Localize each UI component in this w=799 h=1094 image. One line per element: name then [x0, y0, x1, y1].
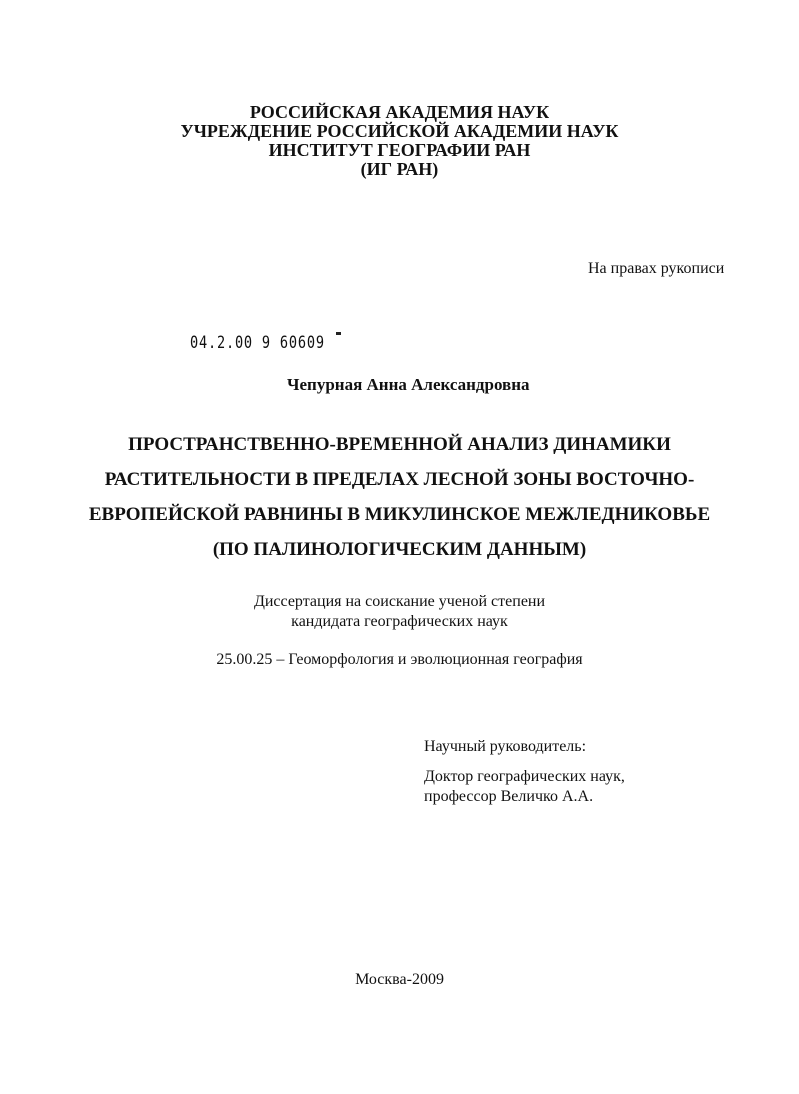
degree-line: кандидата географических наук: [291, 613, 508, 630]
header-line: РОССИЙСКАЯ АКАДЕМИЯ НАУК: [249, 102, 550, 122]
supervisor-line: профессор Величко А.А.: [424, 788, 594, 805]
supervisor-label: Научный руководитель:: [424, 738, 587, 755]
author-name: Чепурная Анна Александровна: [287, 375, 530, 394]
degree-statement: [0, 592, 799, 632]
supervisor-info: [424, 767, 625, 807]
registration-stamp: 04.2.00 9 60609: [190, 333, 325, 353]
header-line: ИНСТИТУТ ГЕОГРАФИИ РАН: [268, 140, 531, 160]
institution-header: [0, 103, 799, 179]
city-year: Москва-2009: [355, 971, 444, 988]
supervisor-line: Доктор географических наук,: [424, 768, 625, 785]
title-line: ЕВРОПЕЙСКОЙ РАВНИНЫ В МИКУЛИНСКОЕ МЕЖЛЕДНИКОВЬЕ: [88, 504, 711, 525]
header-line: УЧРЕЖДЕНИЕ РОССИЙСКОЙ АКАДЕМИИ НАУК: [180, 121, 619, 141]
title-line: РАСТИТЕЛЬНОСТИ В ПРЕДЕЛАХ ЛЕСНОЙ ЗОНЫ ВОСТОЧНО-: [104, 469, 695, 490]
title-line: (ПО ПАЛИНОЛОГИЧЕСКИМ ДАННЫМ): [212, 539, 587, 560]
specialty: 25.00.25 – Геоморфология и эволюционная география: [216, 651, 583, 668]
manuscript-note: На правах рукописи: [588, 260, 725, 277]
degree-line: Диссертация на соискание ученой степени: [253, 593, 546, 610]
dissertation-title: [0, 427, 799, 567]
header-line: (ИГ РАН): [360, 159, 439, 179]
title-line: ПРОСТРАНСТВЕННО-ВРЕМЕННОЙ АНАЛИЗ ДИНАМИКИ: [128, 434, 671, 455]
stamp-mark: [336, 332, 341, 335]
